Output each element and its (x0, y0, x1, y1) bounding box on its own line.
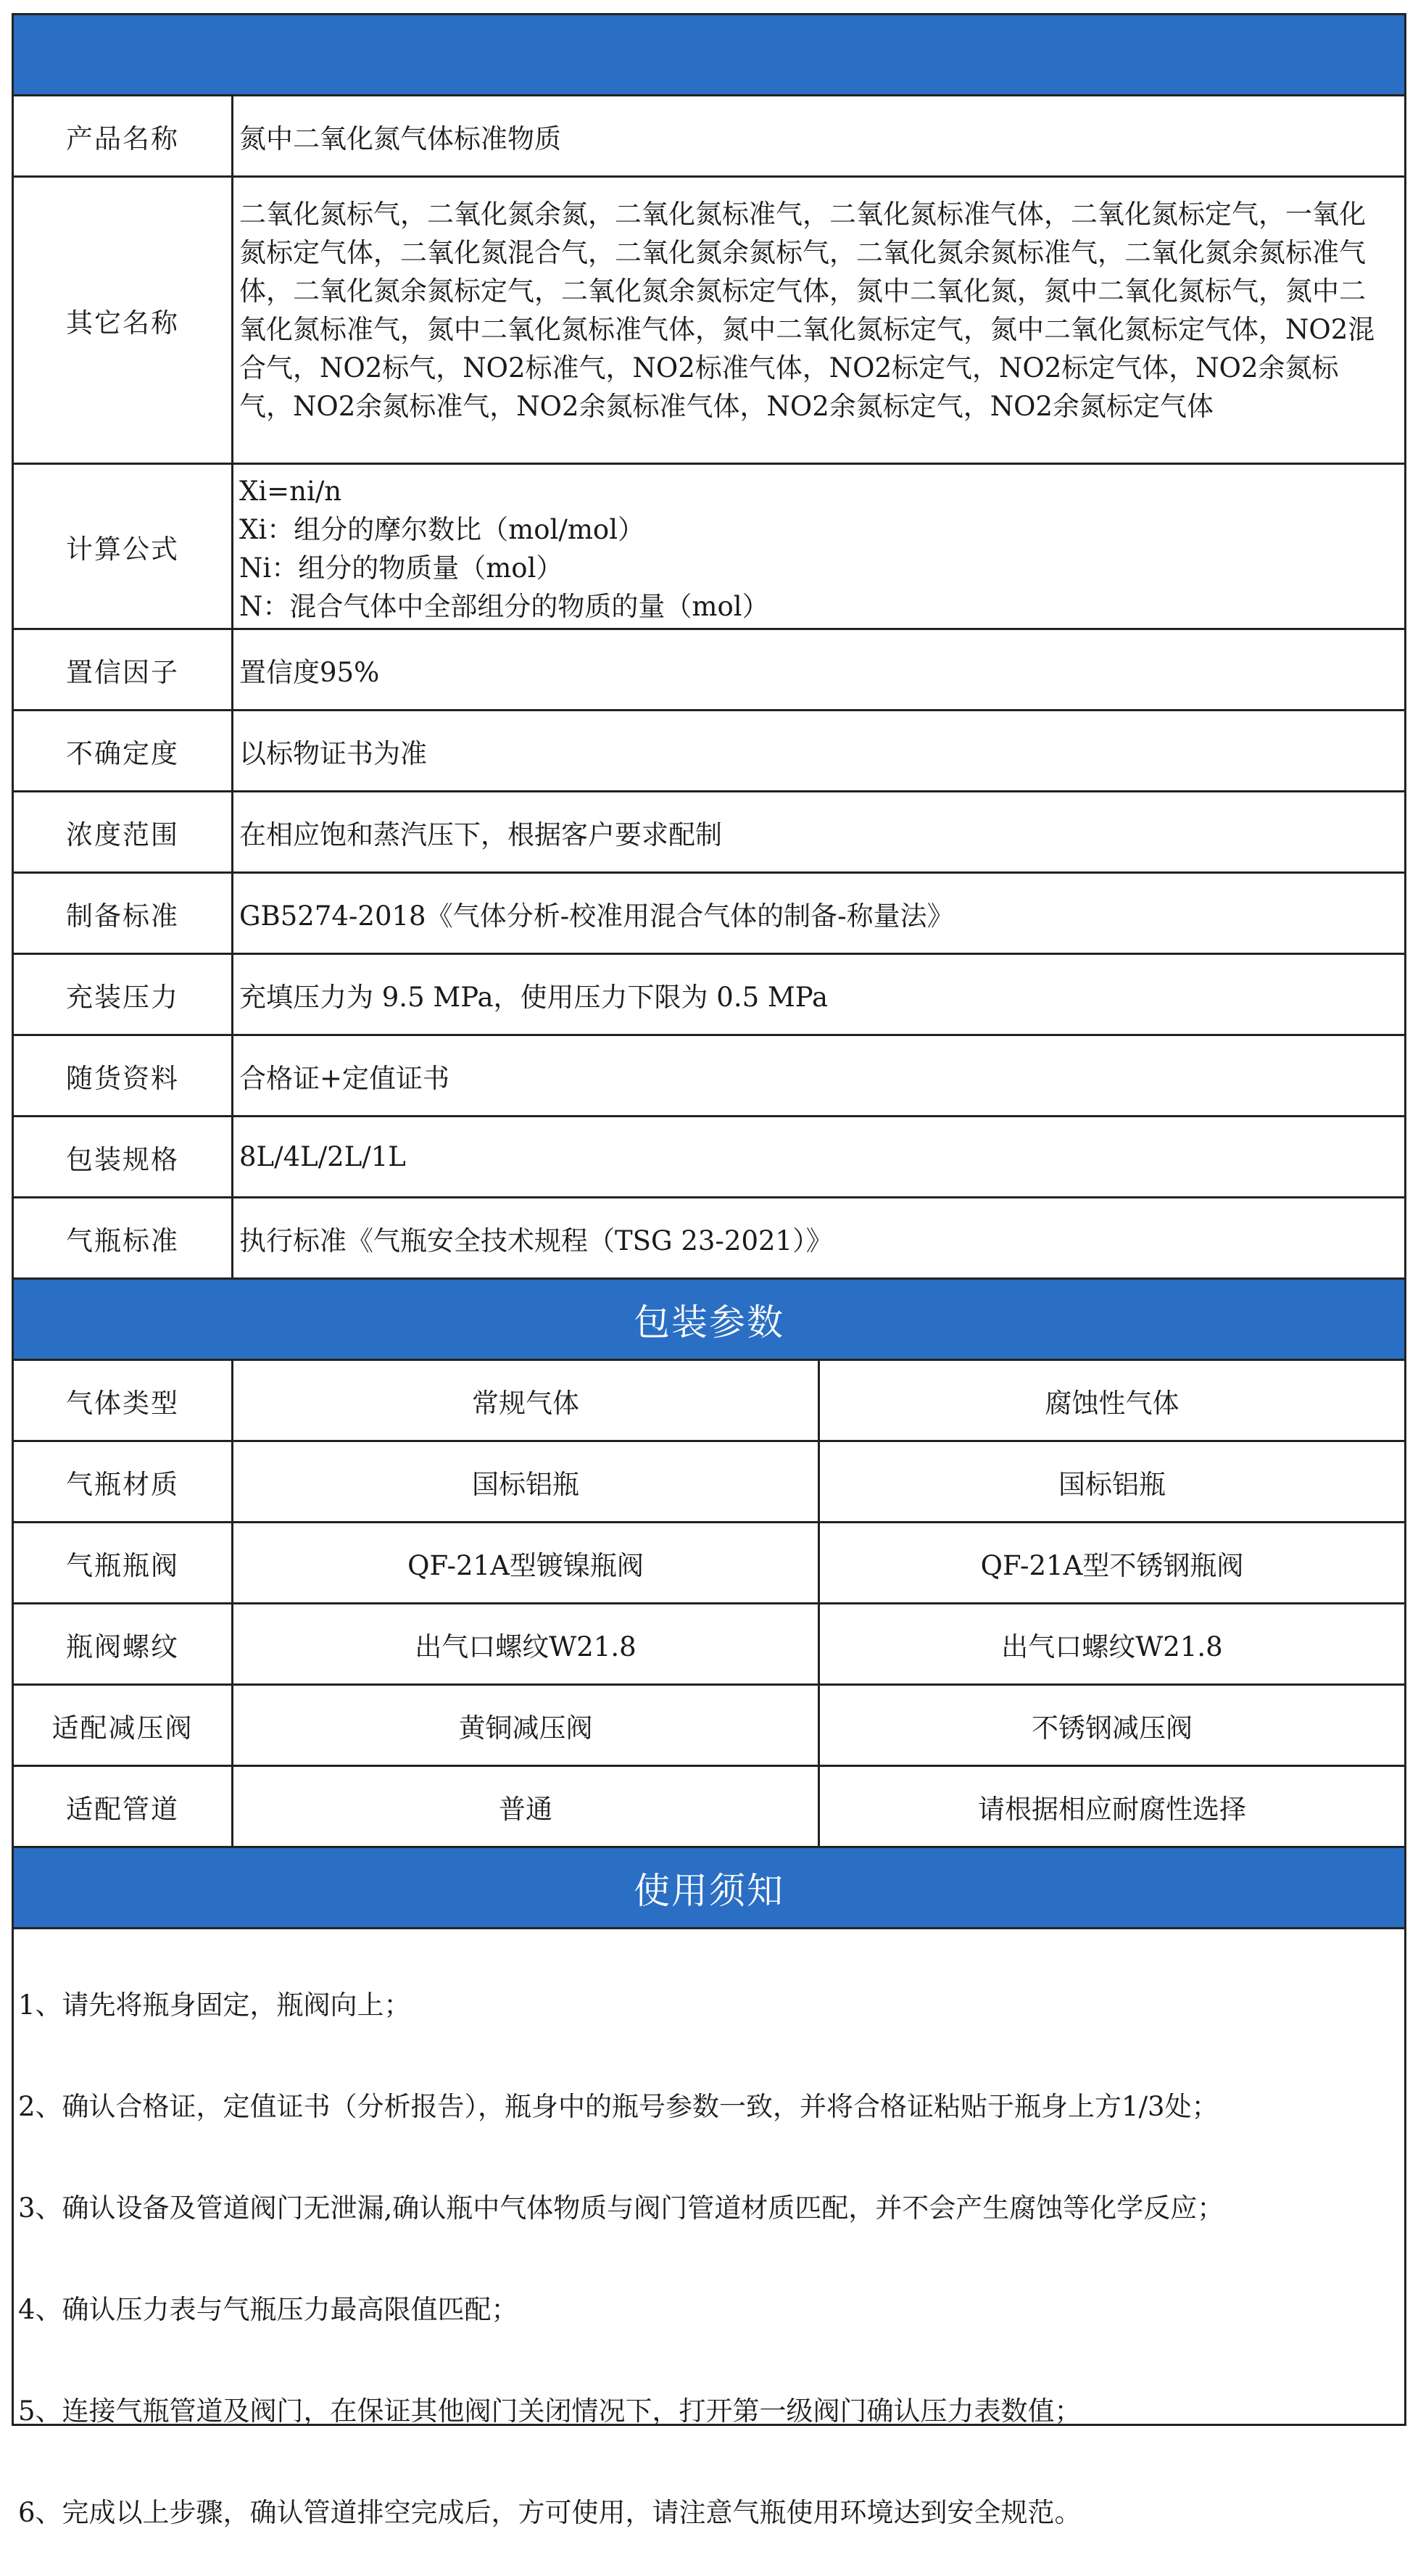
row-label: 适配管道 (14, 1767, 233, 1846)
row-label: 气瓶瓶阀 (14, 1523, 233, 1602)
row-concentration (14, 792, 1404, 874)
pack-row-regulator (14, 1686, 1404, 1767)
cell-corrosive: 国标铝瓶 (1058, 1468, 1166, 1500)
row-label: 包装规格 (14, 1117, 233, 1196)
row-cylinder-standard (14, 1198, 1404, 1280)
row-value: 置信度95% (239, 656, 380, 688)
usage-note: 3、确认设备及管道阀门无泄漏,确认瓶中气体物质与阀门管道材质匹配，并不会产生腐蚀等化学反应； (18, 2192, 1224, 2224)
pack-row-valve (14, 1523, 1404, 1604)
row-value: Xi=ni/n Xi：组分的摩尔数比（mol/mol） Ni：组分的物质量（mol） N：混合气体中全部组分的物质的量（mol） (239, 476, 769, 622)
row-value: GB5274-2018《气体分析-校准用混合气体的制备-称量法》 (239, 900, 954, 932)
row-package-spec (14, 1117, 1404, 1198)
row-label: 适配减压阀 (14, 1686, 233, 1765)
row-label: 不确定度 (14, 711, 233, 790)
row-label: 气瓶标准 (14, 1198, 233, 1277)
packaging-section-header (14, 1280, 1404, 1361)
row-documents (14, 1036, 1404, 1117)
cell-corrosive: 出气口螺纹W21.8 (1001, 1631, 1223, 1662)
cell-corrosive: 请根据相应耐腐性选择 (978, 1793, 1246, 1825)
usage-note: 6、完成以上步骤，确认管道排空完成后，方可使用，请注意气瓶使用环境达到安全规范。 (18, 2497, 1082, 2528)
row-confidence (14, 630, 1404, 711)
row-label: 计算公式 (14, 465, 233, 628)
row-uncertainty (14, 711, 1404, 792)
row-value: 8L/4L/2L/1L (239, 1141, 406, 1172)
row-label: 置信因子 (14, 630, 233, 709)
row-formula (14, 465, 1404, 630)
pack-row-thread (14, 1604, 1404, 1686)
row-other-names (14, 178, 1404, 465)
header-bar (14, 15, 1404, 96)
row-value: 合格证+定值证书 (239, 1062, 450, 1094)
row-label: 产品名称 (14, 96, 233, 175)
row-product-name (14, 96, 1404, 178)
row-label: 气体类型 (14, 1361, 233, 1440)
row-label: 制备标准 (14, 874, 233, 953)
usage-note: 5、连接气瓶管道及阀门，在保证其他阀门关闭情况下，打开第一级阀门确认压力表数值； (18, 2395, 1082, 2427)
row-label: 浓度范围 (14, 792, 233, 871)
cell-regular: QF-21A型镀镍瓶阀 (233, 1523, 820, 1602)
row-prep-standard (14, 874, 1404, 955)
cell-corrosive: 腐蚀性气体 (1045, 1387, 1179, 1419)
usage-note: 2、确认合格证，定值证书（分析报告），瓶身中的瓶号参数一致，并将合格证粘贴于瓶身上方1/3处； (18, 2091, 1219, 2122)
packaging-title: 包装参数 (634, 1301, 784, 1343)
cell-regular: 出气口螺纹W21.8 (233, 1604, 820, 1683)
row-label: 气瓶材质 (14, 1442, 233, 1521)
row-value: 充填压力为 9.5 MPa，使用压力下限为 0.5 MPa (239, 981, 829, 1013)
usage-note: 1、请先将瓶身固定，瓶阀向上； (18, 1989, 411, 2021)
row-value: 氮中二氧化氮气体标准物质 (239, 123, 561, 154)
row-label: 瓶阀螺纹 (14, 1604, 233, 1683)
usage-note: 4、确认压力表与气瓶压力最高限值匹配； (18, 2294, 518, 2325)
row-value: 以标物证书为准 (239, 737, 427, 769)
row-fill-pressure (14, 955, 1404, 1036)
cell-regular: 国标铝瓶 (233, 1442, 820, 1521)
cell-regular: 黄铜减压阀 (233, 1686, 820, 1765)
spec-sheet (12, 13, 1406, 2528)
pack-row-material (14, 1442, 1404, 1523)
row-value: 执行标准《气瓶安全技术规程（TSG 23-2021）》 (239, 1225, 833, 1256)
pack-row-gas-type (14, 1361, 1404, 1442)
cell-corrosive: QF-21A型不锈钢瓶阀 (980, 1549, 1244, 1581)
row-label: 充装压力 (14, 955, 233, 1034)
usage-notes (14, 1929, 1404, 2576)
cell-regular: 常规气体 (233, 1361, 820, 1440)
row-label: 随货资料 (14, 1036, 233, 1115)
row-value: 在相应饱和蒸汽压下，根据客户要求配制 (239, 819, 722, 850)
usage-section-header (14, 1848, 1404, 1929)
usage-title: 使用须知 (634, 1869, 784, 1912)
row-label: 其它名称 (14, 178, 233, 463)
row-value: 二氧化氮标气，二氧化氮余氮，二氧化氮标准气，二氧化氮标准气体，二氧化氮标定气，一氧化氮标定气体，二氧化氮混合气，二氧化氮余氮标气，二氧化氮余氮标准气，二氧化氮余氮标准气体，二氧化氮余氮标定气，二氧化氮余氮标定气体，氮中二氧化氮，氮中二氧化氮标气，氮中二氧化氮标准气，氮中二氧化氮标准气体，氮中二氧化氮标定气，氮中二氧化氮标定气体，NO2混合气，NO2标气，NO2标准气，NO2标准气体，NO2标定气，NO2标定气体，NO2余氮标气，NO2余氮标准气，NO2余氮标准气体，NO2余氮标定气，NO2余氮标定气体 (239, 199, 1375, 422)
cell-corrosive: 不锈钢减压阀 (1032, 1712, 1193, 1744)
cell-regular: 普通 (233, 1767, 820, 1846)
pack-row-pipe (14, 1767, 1404, 1848)
